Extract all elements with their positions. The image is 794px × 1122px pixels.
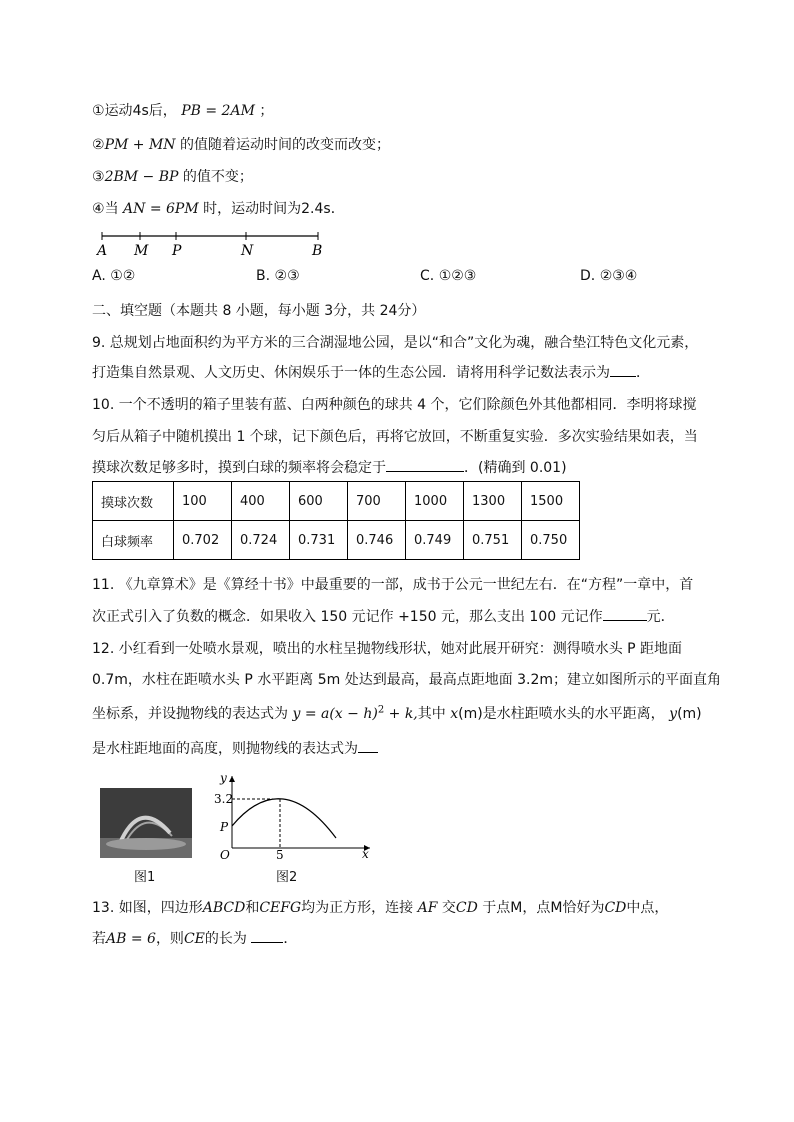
segment-af: AF — [417, 900, 438, 916]
q9-end: ． — [636, 365, 650, 381]
q9-text: 打造集自然景观、人文历史、休闲娱乐于一体的生态公园．请将用科学记数法表示为 — [92, 365, 610, 381]
q13-end: ． — [283, 931, 298, 947]
q13-line-1 — [92, 897, 668, 917]
q12-answer-blank[interactable] — [358, 738, 378, 753]
q11-line-1: 11. 《九章算术》是《算经十书》中最重要的一部，成书于公元一世纪左右．在“方程”一章中，首 — [92, 577, 694, 593]
option-text: ②③ — [274, 268, 300, 284]
figure-2-caption: 图2 — [276, 870, 298, 885]
square-cefg: CEFG — [259, 900, 302, 916]
statement-number: ④ — [92, 201, 105, 217]
table-cell: 0.746 — [348, 521, 406, 560]
y-variable: y — [669, 706, 678, 722]
q13-text: 中点， — [626, 900, 669, 916]
statement-number: ③ — [92, 169, 105, 185]
label-a: A — [97, 243, 108, 258]
statement-number: ② — [92, 137, 105, 153]
table-cell: 0.749 — [406, 521, 464, 560]
q12-line-2: 0.7m，水柱在距喷水头 P 水平距离 5m 处达到最高，最高点距地面 3.2m；建立如图所示的平面直角 — [92, 672, 722, 688]
table-cell: 100 — [174, 482, 232, 521]
q13-text: ，则 — [155, 931, 184, 947]
number-line-diagram — [92, 228, 332, 258]
table-cell: 1500 — [522, 482, 580, 521]
option-key: B. — [256, 268, 271, 284]
q9-answer-blank[interactable] — [610, 362, 636, 377]
label-n: N — [241, 243, 254, 258]
parabola-graph — [210, 770, 380, 860]
table-cell: 0.702 — [174, 521, 232, 560]
statement-expression: PB = 2AM — [181, 103, 255, 119]
y-axis-arrow — [229, 776, 235, 782]
label-p: P — [172, 243, 182, 258]
table-cell: 0.724 — [232, 521, 290, 560]
option-text: ①②③ — [438, 268, 477, 284]
table-row — [93, 521, 580, 560]
statement-1 — [92, 100, 273, 120]
table-cell: 600 — [290, 482, 348, 521]
label-m: M — [134, 243, 149, 258]
q12-text: 坐标系，并设抛物线的表达式为 — [92, 706, 288, 722]
q12-text: 其中 — [417, 706, 446, 722]
option-b[interactable] — [256, 268, 300, 284]
segment-cd: CD — [455, 900, 478, 916]
statement-3 — [92, 166, 253, 186]
q12-text: 是水柱距喷水头的水平距离， — [482, 706, 665, 722]
statement-text: 的值随着运动时间的改变而改变； — [180, 137, 390, 153]
x-peak-label: 5 — [276, 848, 284, 860]
statement-time: 4s — [132, 103, 149, 119]
fountain-image — [100, 788, 192, 858]
q10-end: ．(精确到 0.01) — [464, 460, 567, 476]
q12-line-3 — [92, 703, 702, 723]
statement-2 — [92, 134, 390, 154]
q10-line-1: 10. 一个不透明的箱子里装有蓝、白两种颜色的球共 4 个，它们除颜色外其他都相同．李明将球搅 — [92, 397, 697, 413]
statement-expression: AN = 6PM — [123, 201, 199, 217]
option-key: C. — [420, 268, 435, 284]
fountain-photo — [100, 788, 192, 858]
q10-text: 摸球次数足够多时，摸到白球的频率将会稳定于 — [92, 460, 386, 476]
q12-line-4 — [92, 738, 378, 758]
q9-line-2 — [92, 362, 650, 382]
q13-text: 于点M，点M恰好为 — [482, 900, 605, 916]
statement-expression: 2BM − BP — [104, 169, 179, 185]
table-cell: 0.750 — [522, 521, 580, 560]
segment-cd: CD — [604, 900, 627, 916]
statement-time: 2.4s — [301, 201, 331, 217]
table-cell: 1000 — [406, 482, 464, 521]
parabola-curve — [232, 799, 336, 838]
statement-text: 后， — [148, 103, 177, 119]
table-cell: 0.751 — [464, 521, 522, 560]
statement-text: ； — [259, 103, 274, 119]
statement-text: 当 — [104, 201, 119, 217]
statement-text: 时，运动时间为 — [203, 201, 302, 217]
frequency-table — [92, 481, 580, 560]
q10-answer-blank[interactable] — [386, 457, 464, 472]
q13-text: 和 — [245, 900, 260, 916]
statement-text: ． — [330, 201, 345, 217]
parabola-formula: $y = a(x - h)^2 + k$, — [292, 704, 418, 722]
q12-line-1: 12. 小红看到一处喷水景观，喷出的水柱呈抛物线形状，她对此展开研究：测得喷水头 P 距地面 — [92, 641, 683, 657]
table-cell: 400 — [232, 482, 290, 521]
statement-4 — [92, 198, 345, 218]
q12-text: 是水柱距地面的高度，则抛物线的表达式为 — [92, 741, 358, 757]
option-d[interactable] — [580, 268, 637, 284]
table-cell: 1300 — [464, 482, 522, 521]
x-variable: x — [450, 706, 459, 722]
row-header: 白球频率 — [93, 521, 174, 560]
q13-answer-blank[interactable] — [251, 928, 283, 943]
statement-number: ① — [92, 103, 105, 119]
option-key: D. — [580, 268, 596, 284]
q13-text: 13. 如图，四边形 — [92, 900, 203, 916]
row-header: 摸球次数 — [93, 482, 174, 521]
unit-m: (m) — [458, 706, 483, 722]
ab-equation: AB = 6 — [106, 931, 156, 947]
table-cell: 0.731 — [290, 521, 348, 560]
statement-text: 的值不变； — [182, 169, 253, 185]
statement-text: 运动 — [104, 103, 133, 119]
unit-m: (m) — [677, 706, 702, 722]
q13-text: 均为正方形，连接 — [301, 900, 414, 916]
q11-line-2 — [92, 606, 675, 626]
q10-line-3 — [92, 457, 567, 477]
option-text: ②③④ — [599, 268, 638, 284]
q11-answer-blank[interactable] — [603, 606, 647, 621]
figure-1-caption: 图1 — [134, 870, 156, 885]
label-b: B — [312, 243, 323, 258]
section-title: 二、填空题（本题共 8 小题，每小题 3分，共 24分） — [92, 303, 426, 319]
q11-end: 元． — [646, 609, 675, 625]
q9-line-1: 9. 总规划占地面积约为平方米的三合湖湿地公园，是以“和合”文化为魂，融合垫江特色文化元素， — [92, 335, 699, 351]
segment-ce: CE — [183, 931, 205, 947]
q13-line-2 — [92, 928, 297, 948]
option-a[interactable] — [92, 268, 135, 284]
statement-expression: PM + MN — [104, 137, 176, 153]
y-axis-label: y — [220, 771, 227, 785]
option-key: A. — [92, 268, 106, 284]
square-abcd: ABCD — [202, 900, 246, 916]
option-c[interactable] — [420, 268, 476, 284]
q10-line-2: 匀后从箱子中随机摸出 1 个球，记下颜色后，再将它放回，不断重复实验．多次实验结果如表，当 — [92, 429, 698, 445]
y-max-label: 3.2 — [214, 792, 234, 806]
option-text: ①② — [110, 268, 136, 284]
q11-text: 次正式引入了负数的概念．如果收入 150 元记作 +150 元，那么支出 100 元记作 — [92, 609, 603, 625]
table-row — [93, 482, 580, 521]
q13-text: 若 — [92, 931, 106, 947]
origin-label: O — [220, 848, 230, 860]
table-cell: 700 — [348, 482, 406, 521]
q13-text: 交 — [441, 900, 456, 916]
x-axis-label: x — [362, 847, 369, 860]
q13-text: 的长为 — [204, 931, 247, 947]
point-p-label: P — [220, 820, 229, 834]
